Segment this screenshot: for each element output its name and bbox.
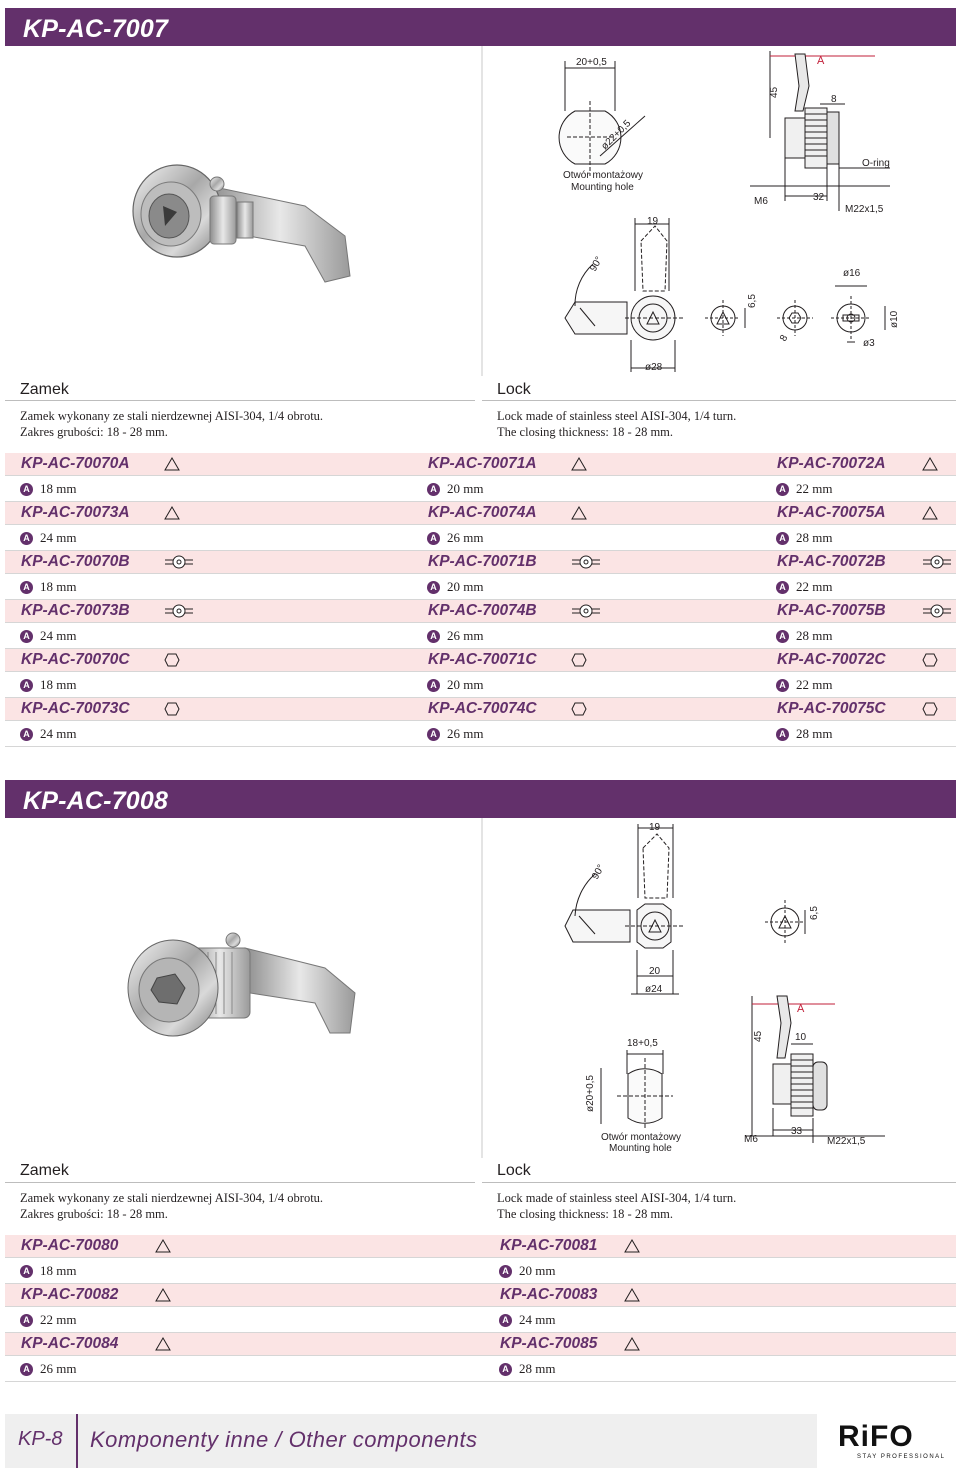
hex-key-icon	[922, 702, 938, 716]
side-profile-drawing	[745, 996, 885, 1143]
product-code: KP-AC-70075A	[777, 504, 886, 521]
row-separator	[5, 524, 956, 525]
dim-label: ø24	[645, 984, 663, 995]
triangle-key-icon	[922, 457, 938, 471]
dimension-a-badge: A	[776, 630, 789, 643]
lock-7008-drawing	[5, 818, 956, 1158]
dimension-a-badge: A	[499, 1363, 512, 1376]
dimension-value: 24 mm	[40, 530, 77, 545]
section-title-bar	[5, 8, 956, 46]
triangle-key-icon	[624, 1337, 640, 1351]
product-code: KP-AC-70075B	[777, 602, 886, 619]
key-type-symbol	[922, 653, 938, 672]
footer-divider	[76, 1414, 78, 1468]
dim-label: 8	[831, 94, 837, 105]
footer-title: Komponenty inne / Other components	[90, 1427, 478, 1452]
desc-heading-pl: Zamek	[20, 1162, 69, 1179]
product-code: KP-AC-70072A	[777, 455, 886, 472]
dimension-value: 26 mm	[447, 530, 484, 545]
row-separator	[5, 475, 956, 476]
row-separator	[5, 671, 956, 672]
dim-label: 18+0,5	[627, 1038, 658, 1049]
key-type-symbol	[922, 604, 952, 623]
dimension-value: 28 mm	[796, 726, 833, 741]
product-code: KP-AC-70081	[500, 1237, 598, 1254]
dimension-a-badge: A	[427, 532, 440, 545]
dimension-value: 24 mm	[519, 1312, 556, 1327]
hole-label-pl: Otwór montażowy	[601, 1132, 682, 1143]
side-profile-drawing	[750, 51, 890, 211]
product-code: KP-AC-70070B	[21, 553, 130, 570]
dimension-value: 22 mm	[40, 1312, 77, 1327]
dim-label: ø3	[863, 338, 875, 349]
hole-label-en: Mounting hole	[571, 182, 634, 193]
product-code: KP-AC-70073A	[21, 504, 130, 521]
product-code: KP-AC-70082	[21, 1286, 119, 1303]
triangle-key-icon	[155, 1239, 171, 1253]
key-type-symbol	[922, 457, 938, 476]
product-code: KP-AC-70074A	[428, 504, 537, 521]
section-title: KP-AC-7007	[23, 15, 169, 43]
row-band	[5, 1333, 956, 1355]
desc-line: Zamek wykonany ze stali nierdzewnej AISI-304, 1/4 obrotu.	[20, 409, 324, 423]
dimension-a-badge: A	[20, 1363, 33, 1376]
triangle-key-icon	[571, 457, 587, 471]
desc-pl	[20, 1190, 323, 1222]
dim-label: ø16	[843, 268, 861, 279]
product-code: KP-AC-70084	[21, 1335, 119, 1352]
dimension-value: 28 mm	[796, 530, 833, 545]
dimension-value: 18 mm	[40, 677, 77, 692]
dimension-value: 26 mm	[40, 1361, 77, 1376]
dimension-a-badge: A	[20, 679, 33, 692]
hex-key-icon	[571, 653, 587, 667]
hex-key-icon	[922, 653, 938, 667]
row-separator	[5, 1381, 956, 1382]
triangle-key-icon	[164, 457, 180, 471]
dimension-a-badge: A	[20, 1265, 33, 1278]
dim-label: 6,5	[747, 294, 758, 308]
slot-key-icon	[164, 555, 194, 569]
triangle-key-icon	[164, 506, 180, 520]
dimension-a-badge: A	[776, 679, 789, 692]
triangle-key-icon	[155, 1337, 171, 1351]
dimension-a-badge: A	[20, 581, 33, 594]
brand-tagline: STAY PROFESSIONAL	[857, 1454, 946, 1460]
desc-line: The closing thickness: 18 - 28 mm.	[497, 425, 674, 439]
dimension-value: 22 mm	[796, 677, 833, 692]
hex-key-icon	[571, 702, 587, 716]
dim-label: M22x1,5	[845, 204, 884, 215]
product-code: KP-AC-70070A	[21, 455, 130, 472]
front-view-drawing	[565, 218, 885, 372]
dimension-a-badge: A	[776, 483, 789, 496]
dimension-a-badge: A	[20, 532, 33, 545]
slot-key-icon	[922, 555, 952, 569]
product-code: KP-AC-70075C	[777, 700, 886, 717]
product-figure-7007	[5, 46, 956, 376]
desc-line: Zakres grubości: 18 - 28 mm.	[20, 1207, 168, 1221]
dim-label: 19	[649, 822, 661, 833]
key-type-symbol	[624, 1288, 640, 1307]
key-type-symbol	[624, 1239, 640, 1258]
desc-line: Lock made of stainless steel AISI-304, 1/4 turn.	[497, 409, 737, 423]
triangle-key-icon	[624, 1239, 640, 1253]
product-code: KP-AC-70073C	[21, 700, 130, 717]
dim-label: 19	[647, 216, 659, 227]
dimension-a-badge: A	[427, 728, 440, 741]
dim-label: M6	[744, 1134, 758, 1145]
dimension-value: 20 mm	[447, 677, 484, 692]
key-type-symbol	[155, 1239, 171, 1258]
dimension-value: 18 mm	[40, 1263, 77, 1278]
slot-key-icon	[571, 604, 601, 618]
dimension-a-badge: A	[20, 728, 33, 741]
row-separator	[5, 746, 956, 747]
dimension-value: 28 mm	[796, 628, 833, 643]
dimension-a-badge: A	[499, 1265, 512, 1278]
hex-key-icon	[164, 653, 180, 667]
dimension-a-badge: A	[20, 1314, 33, 1327]
divider	[5, 400, 475, 401]
dim-label: 8	[778, 333, 791, 344]
key-type-symbol	[164, 506, 180, 525]
dim-label: 32	[813, 192, 825, 203]
desc-pl	[20, 408, 323, 440]
dimension-value: 20 mm	[447, 481, 484, 496]
dim-a: A	[817, 55, 825, 67]
dimension-value: 28 mm	[519, 1361, 556, 1376]
row-band	[5, 1284, 956, 1306]
triangle-key-icon	[624, 1288, 640, 1302]
dimension-value: 26 mm	[447, 726, 484, 741]
mounting-hole-drawing	[559, 61, 645, 176]
divider	[5, 1182, 475, 1183]
key-type-symbol	[164, 555, 194, 574]
dimension-a-badge: A	[776, 532, 789, 545]
product-code: KP-AC-70074C	[428, 700, 537, 717]
row-separator	[5, 1257, 956, 1258]
dimension-value: 26 mm	[447, 628, 484, 643]
row-separator	[5, 622, 956, 623]
dimension-a-badge: A	[776, 728, 789, 741]
dim-label: 20	[649, 966, 661, 977]
key-type-symbol	[155, 1288, 171, 1307]
dim-label: 45	[753, 1030, 764, 1042]
row-separator	[5, 573, 956, 574]
key-type-symbol	[571, 555, 601, 574]
row-band	[5, 1235, 956, 1257]
dimension-value: 20 mm	[519, 1263, 556, 1278]
mounting-hole-drawing	[601, 1050, 673, 1130]
triangle-key-icon	[922, 506, 938, 520]
key-type-symbol	[571, 702, 587, 721]
dimension-a-badge: A	[427, 630, 440, 643]
dim-label: M22x1,5	[827, 1136, 866, 1147]
key-type-symbol	[922, 702, 938, 721]
row-separator	[5, 1355, 956, 1356]
desc-line: Lock made of stainless steel AISI-304, 1/4 turn.	[497, 1191, 737, 1205]
key-type-symbol	[164, 702, 180, 721]
slot-key-icon	[571, 555, 601, 569]
desc-line: The closing thickness: 18 - 28 mm.	[497, 1207, 674, 1221]
slot-key-icon	[164, 604, 194, 618]
dimension-a-badge: A	[776, 581, 789, 594]
row-separator	[5, 720, 956, 721]
desc-heading-en: Lock	[497, 381, 531, 398]
product-code: KP-AC-70071B	[428, 553, 537, 570]
product-code: KP-AC-70071A	[428, 455, 537, 472]
dimension-value: 24 mm	[40, 726, 77, 741]
key-type-symbol	[571, 653, 587, 672]
divider	[482, 400, 956, 401]
dim-label: ø10	[889, 310, 900, 328]
dim-label: 33	[791, 1126, 803, 1137]
dimension-a-badge: A	[427, 679, 440, 692]
slot-key-icon	[922, 604, 952, 618]
dim-label: 90°	[590, 862, 608, 882]
divider	[482, 1182, 956, 1183]
row-separator	[5, 1306, 956, 1307]
product-code: KP-AC-70072C	[777, 651, 886, 668]
lock-photo	[128, 933, 355, 1036]
front-view-drawing	[565, 824, 805, 994]
key-type-symbol	[571, 506, 587, 525]
dimension-a-badge: A	[427, 581, 440, 594]
dimension-value: 22 mm	[796, 481, 833, 496]
triangle-key-icon	[571, 506, 587, 520]
dimension-a-badge: A	[20, 630, 33, 643]
key-type-symbol	[922, 506, 938, 525]
lock-photo	[133, 165, 350, 282]
dim-label: 90°	[588, 254, 606, 274]
key-type-symbol	[164, 653, 180, 672]
dim-label: ø28	[645, 362, 663, 373]
hole-label-en: Mounting hole	[609, 1143, 672, 1154]
dim-label: O-ring	[862, 158, 890, 169]
dimension-value: 18 mm	[40, 579, 77, 594]
dim-label: ø22+0,5	[599, 118, 634, 153]
product-figure-7008	[5, 818, 956, 1158]
hole-label-pl: Otwór montażowy	[563, 170, 644, 181]
desc-en	[497, 408, 736, 440]
dim-label: ø20+0,5	[585, 1075, 596, 1112]
key-type-symbol	[155, 1337, 171, 1356]
key-type-symbol	[571, 604, 601, 623]
dimension-value: 18 mm	[40, 481, 77, 496]
dim-label: 10	[795, 1032, 807, 1043]
dimension-value: 22 mm	[796, 579, 833, 594]
product-code: KP-AC-70085	[500, 1335, 598, 1352]
desc-line: Zakres grubości: 18 - 28 mm.	[20, 425, 168, 439]
dim-label: 20+0,5	[576, 57, 607, 68]
desc-heading-en: Lock	[497, 1162, 531, 1179]
triangle-key-icon	[155, 1288, 171, 1302]
product-code: KP-AC-70072B	[777, 553, 886, 570]
desc-line: Zamek wykonany ze stali nierdzewnej AISI-304, 1/4 obrotu.	[20, 1191, 324, 1205]
dimension-value: 20 mm	[447, 579, 484, 594]
product-code: KP-AC-70070C	[21, 651, 130, 668]
product-code: KP-AC-70073B	[21, 602, 130, 619]
product-code: KP-AC-70074B	[428, 602, 537, 619]
key-type-symbol	[164, 604, 194, 623]
product-code: KP-AC-70071C	[428, 651, 537, 668]
product-code: KP-AC-70080	[21, 1237, 119, 1254]
dimension-a-badge: A	[499, 1314, 512, 1327]
dimension-value: 24 mm	[40, 628, 77, 643]
dimension-a-badge: A	[20, 483, 33, 496]
desc-en	[497, 1190, 736, 1222]
dim-a: A	[797, 1003, 805, 1015]
section-title: KP-AC-7008	[23, 787, 169, 815]
section-title-bar	[5, 780, 956, 818]
product-code: KP-AC-70083	[500, 1286, 598, 1303]
page-number: KP-8	[18, 1428, 63, 1450]
dim-label: 45	[769, 86, 780, 98]
hex-key-icon	[164, 702, 180, 716]
key-type-symbol	[624, 1337, 640, 1356]
key-type-symbol	[164, 457, 180, 476]
lock-7007-drawing	[5, 46, 956, 376]
brand-logo: RiFO	[838, 1420, 914, 1453]
desc-heading-pl: Zamek	[20, 381, 69, 398]
dim-label: M6	[754, 196, 768, 207]
dimension-a-badge: A	[427, 483, 440, 496]
dim-label: 6,5	[809, 906, 820, 920]
key-type-symbol	[922, 555, 952, 574]
key-type-symbol	[571, 457, 587, 476]
